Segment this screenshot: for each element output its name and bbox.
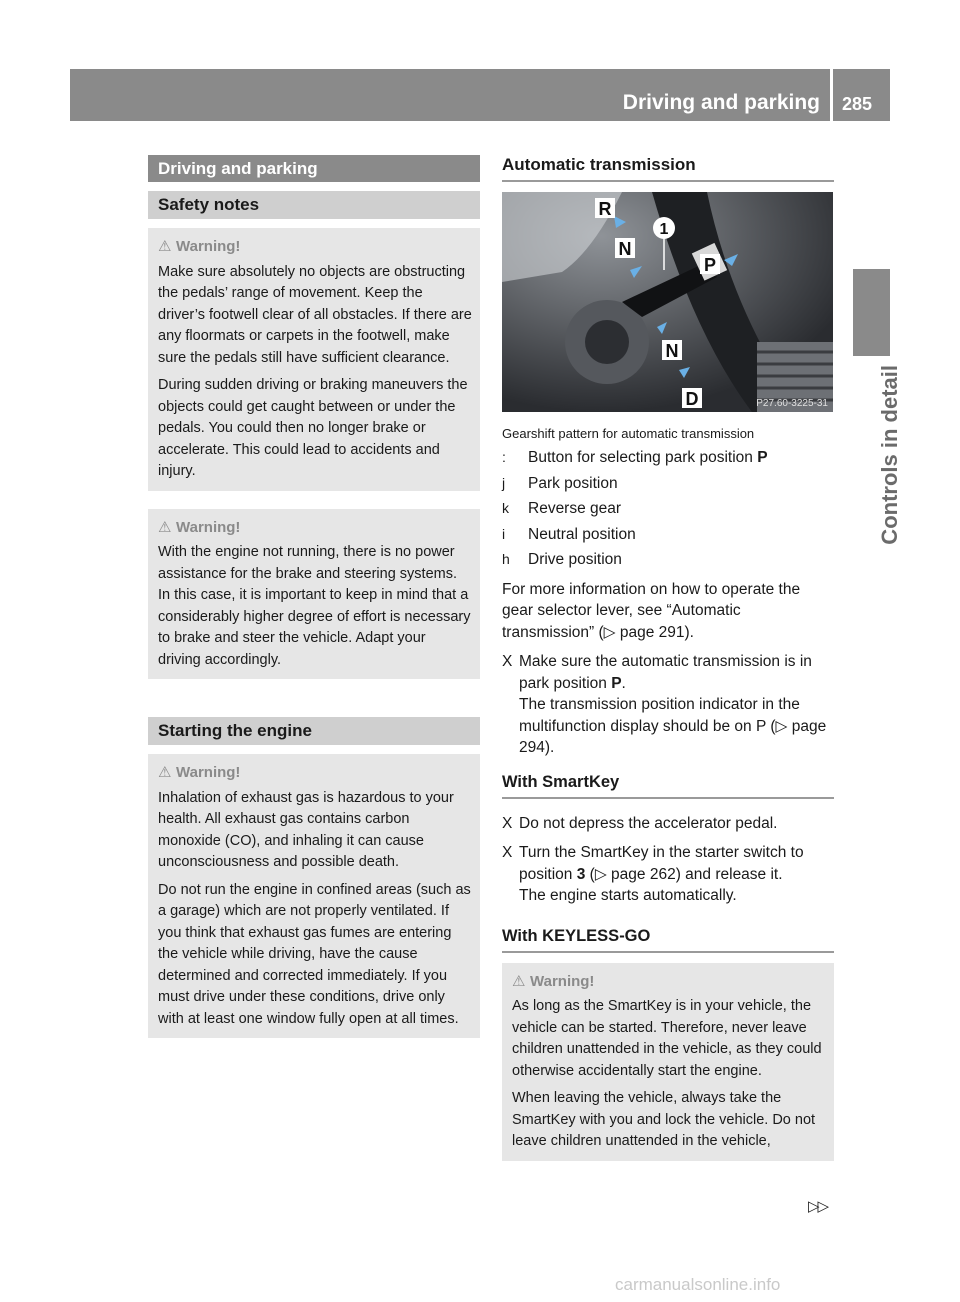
warning-triangle-icon: ⚠ [158, 518, 172, 536]
step-marker-icon: X [502, 814, 513, 832]
figure-label-1: 1 [659, 221, 669, 238]
warning-paragraph: With the engine not running, there is no power assistance for the brake and steering systems. In this case, it is important to keep in mind that a considerably higher degree of effort is necessary to brake and steer the vehicle. Adapt your driving accordingly. [158, 544, 471, 668]
header-divider [830, 69, 833, 121]
instruction-step: X Make sure the automatic transmission is in park position P. The transmission position indicator in the multifunction display should be on P (▷ page 294). [502, 653, 827, 756]
warning-triangle-icon: ⚠ [158, 238, 172, 255]
figure-code: P27.60-3225-31 [756, 398, 828, 409]
chapter-label-text: Controls in detail [877, 365, 902, 545]
header-title: Driving and parking [622, 91, 820, 114]
legend-item: i Neutral position [502, 522, 834, 548]
left-column [148, 155, 480, 1038]
warning-box-keyless [502, 963, 834, 1161]
keyless-go-title: With KEYLESS-GO [502, 927, 834, 953]
section-title: Driving and parking [148, 155, 480, 182]
warning-triangle-icon: ⚠ [512, 972, 526, 990]
warning-heading: ⚠ Warning! [158, 517, 472, 539]
legend-symbol: k [502, 500, 509, 516]
continued-arrows-icon: ▷▷ [808, 1198, 828, 1215]
warning-triangle-icon: ⚠ [158, 764, 172, 781]
instruction-step: X Do not depress the accelerator pedal. [502, 813, 834, 835]
instruction-step: X Turn the SmartKey in the starter switch to position 3 (▷ page 262) and release it. The engine starts automatically. [502, 844, 804, 904]
page-number: 285 [842, 94, 873, 114]
warning-paragraph: Make sure absolutely no objects are obstructing the pedals’ range of movement. Keep the driver’s footwell clear of all obstacles. If there are any floormats or carpets in the footwell, make sure the pedals still have sufficient clearance. [158, 263, 472, 366]
automatic-transmission-title: Automatic transmission [502, 155, 834, 182]
watermark: carmanualsonline.info [615, 1275, 781, 1294]
gearshift-figure [502, 192, 833, 412]
warning-paragraph: Inhalation of exhaust gas is hazardous to your health. All exhaust gas contains carbon monoxide (CO), and inhaling it can cause unconsciousness and possible death. [158, 789, 454, 870]
warning-heading: ⚠ Warning! [512, 971, 826, 993]
warning-paragraph: During sudden driving or braking maneuvers the objects could get caught between or under the pedals. You could then no longer brake or accelerate. This could lead to accidents and injury. [158, 377, 468, 479]
figure-label-n2: N [665, 341, 679, 361]
step-marker-icon: X [502, 844, 513, 861]
chapter-tab [853, 269, 890, 356]
warning-heading: ⚠ Warning! [158, 236, 472, 258]
figure-label-r: R [598, 199, 612, 219]
legend-item: k Reverse gear [502, 496, 834, 522]
smartkey-title: With SmartKey [502, 773, 834, 799]
safety-notes-title: Safety notes [148, 191, 480, 219]
warning-box-pedals [148, 228, 480, 491]
figure-caption: Gearshift pattern for automatic transmission [502, 426, 755, 441]
legend-item: : Button for selecting park position P [502, 445, 834, 471]
chapter-label [854, 365, 902, 845]
legend-symbol: : [502, 449, 506, 465]
more-info-paragraph: For more information on how to operate the gear selector lever, see “Automatic transmission” (▷ page 291). [502, 580, 801, 641]
warning-box-exhaust [148, 754, 480, 1038]
warning-paragraph: As long as the SmartKey is in your vehicle, the vehicle can be started. Therefore, never leave children unattended in the vehicle, as they could otherwise accidentally start the engine. [512, 998, 822, 1079]
starting-engine-title: Starting the engine [148, 717, 480, 745]
warning-box-power-assist [148, 509, 480, 680]
warning-paragraph: When leaving the vehicle, always take the SmartKey with you and lock the vehicle. Do not leave children unattended in the vehicle, [512, 1090, 816, 1149]
warning-paragraph: Do not run the engine in confined areas (such as a garage) which are not properly ventilated. If you think that exhaust gas fumes are entering the vehicle while driving, have the cause determined and corrected immediately. If you must drive under these conditions, drive only with at least one window fully open at all times. [158, 881, 471, 1027]
figure-label-n1: N [618, 239, 632, 259]
legend-item: j Park position [502, 471, 834, 497]
legend-list [502, 445, 834, 573]
step-marker-icon: X [502, 653, 513, 670]
legend-item: h Drive position [502, 547, 834, 573]
figure-label-p: P [703, 255, 717, 275]
warning-heading: ⚠ Warning! [158, 762, 472, 784]
legend-symbol: j [502, 474, 506, 491]
legend-symbol: i [502, 525, 506, 542]
figure-label-d: D [685, 389, 699, 409]
page-header [70, 69, 890, 121]
right-column [502, 155, 834, 1161]
legend-symbol: h [502, 551, 510, 567]
gearshift-illustration [502, 192, 833, 412]
